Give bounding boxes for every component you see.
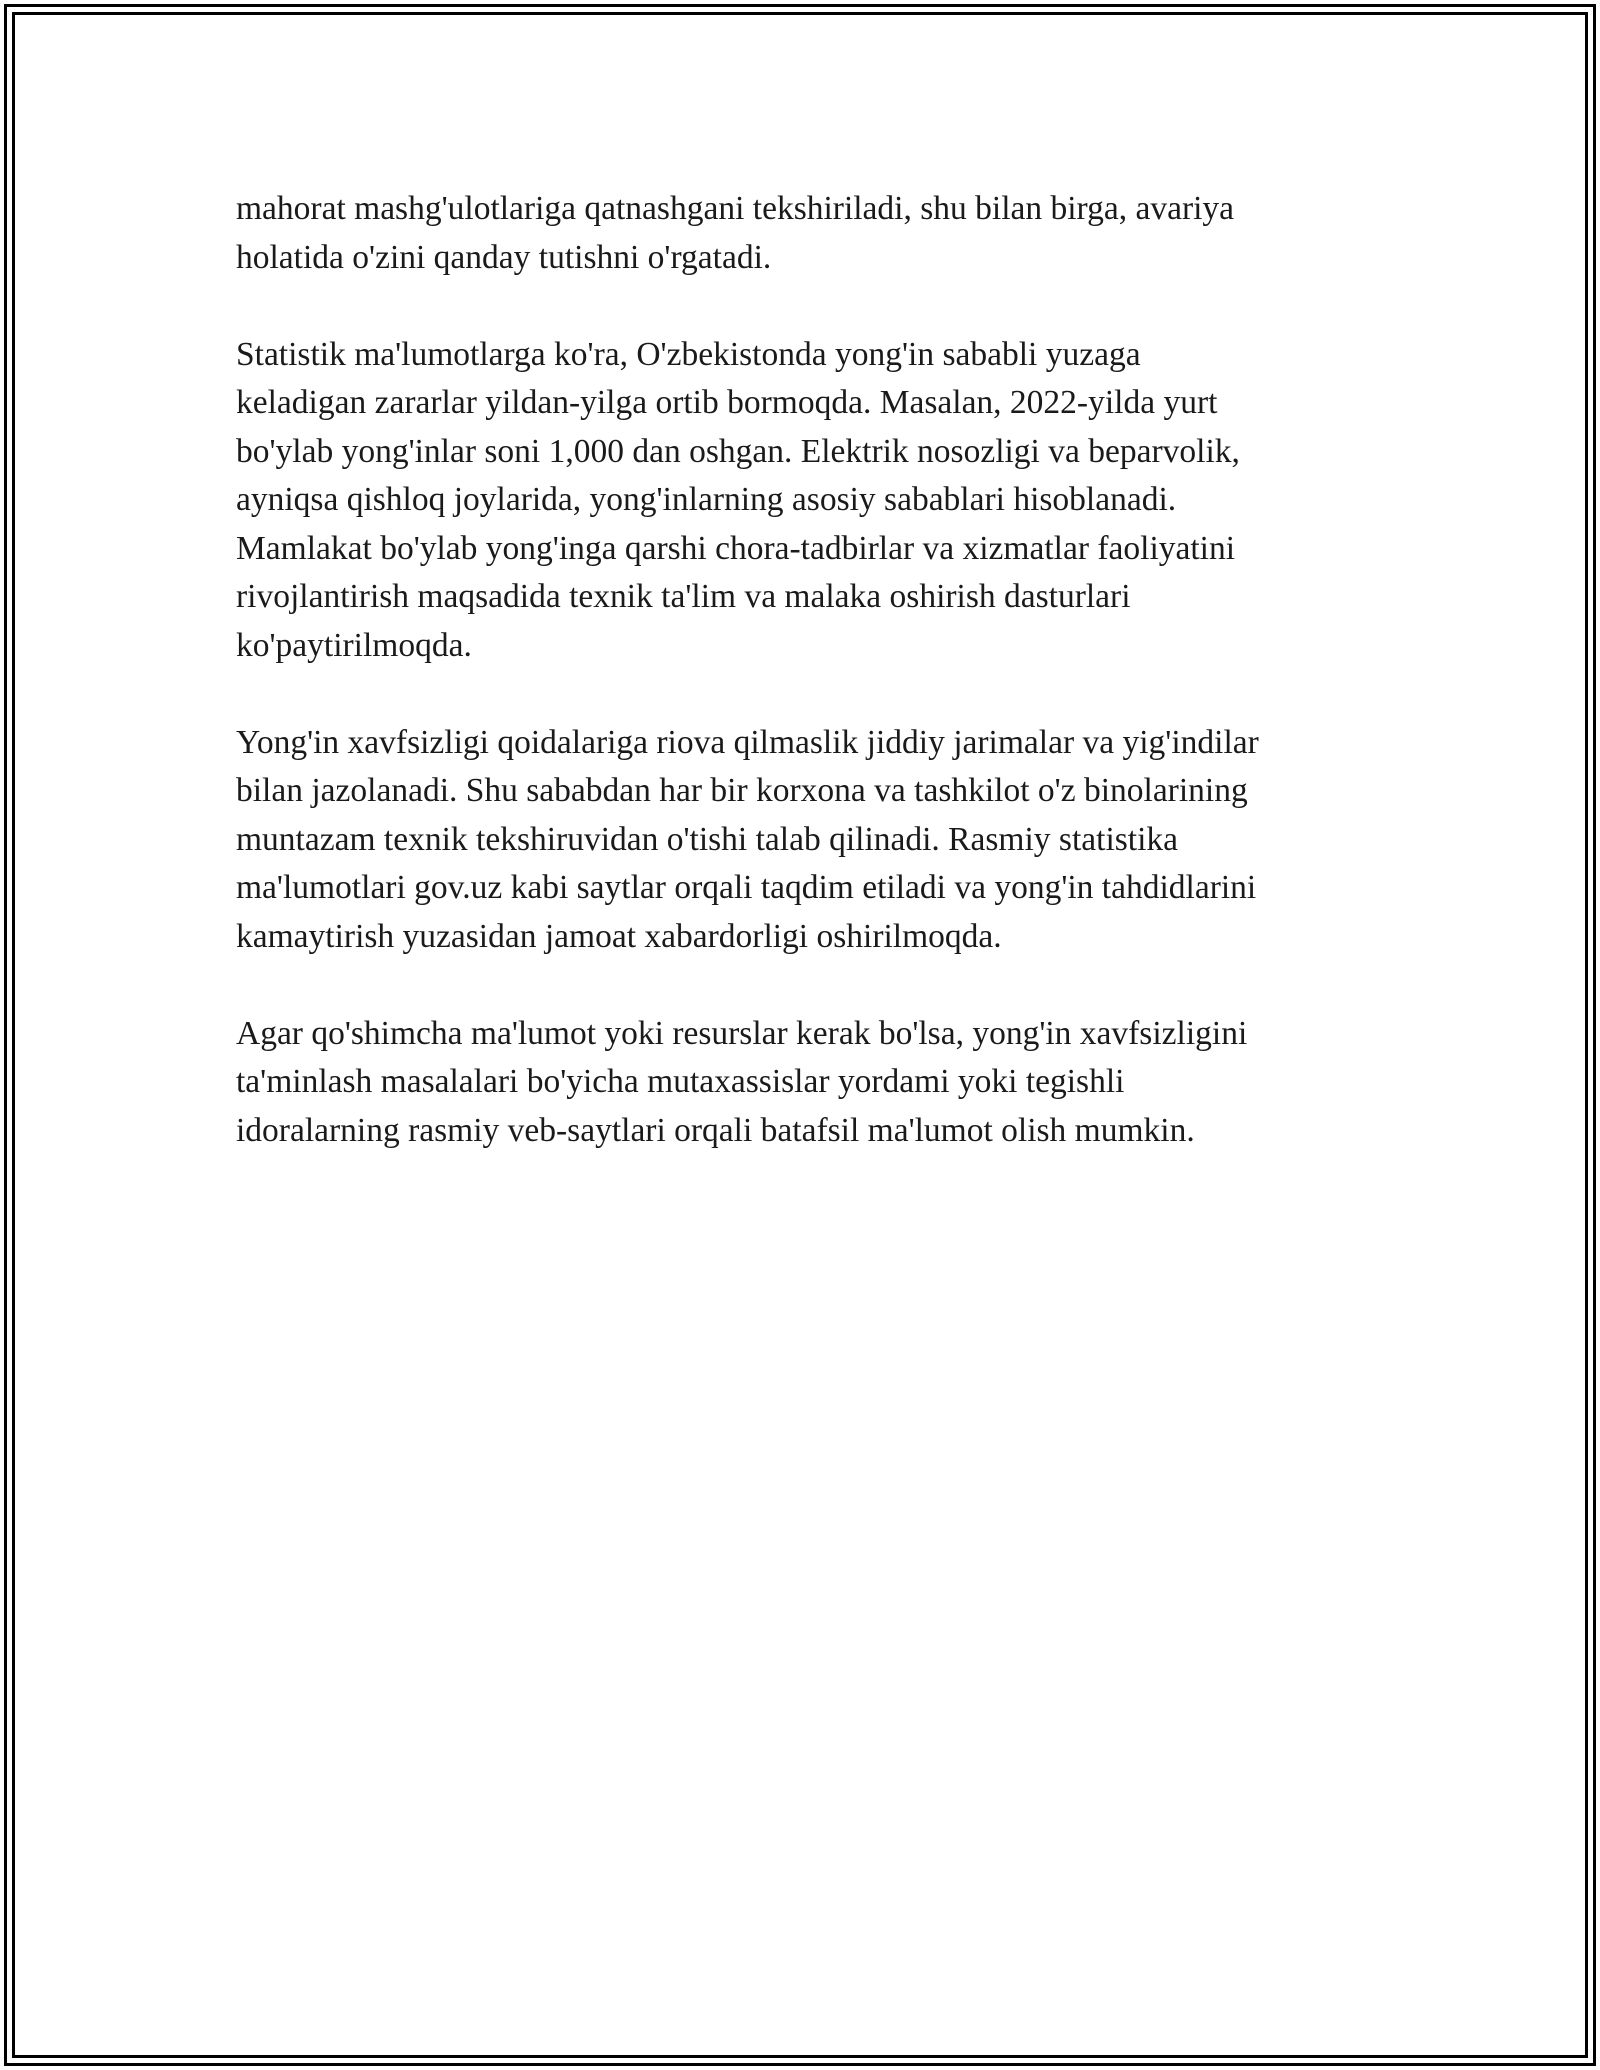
paragraph-3: Yong'in xavfsizligi qoidalariga riova qilmaslik jiddiy jarimalar va yig'indilar bilan jazolanadi. Shu sababdan har bir korxona va tashkilot o'z binolarining muntazam texnik tekshiruvidan o'tishi talab qilinadi. Rasmiy statistika ma'lumotlari gov.uz kabi saytlar orqali taqdim etiladi va yong'in tahdidlarini kamaytirish yuzasidan jamoat xabardorligi oshirilmoqda. — [236, 723, 1259, 955]
document-body — [236, 185, 1376, 1204]
paragraph-2: Statistik ma'lumotlarga ko'ra, O'zbekistonda yong'in sababli yuzaga keladigan zararlar yildan-yilga ortib bormoqda. Masalan, 2022-yilda yurt bo'ylab yong'inlar soni 1,000 dan oshgan. Elektrik nosozligi va beparvolik, ayniqsa qishloq joylarida, yong'inlarning asosiy sabablari hisoblanadi. Mamlakat bo'ylab yong'inga qarshi chora-tadbirlar va xizmatlar faoliyatini rivojlantirish maqsadida texnik ta'lim va malaka oshirish dasturlari ko'paytirilmoqda. — [236, 335, 1240, 664]
paragraph-4: Agar qo'shimcha ma'lumot yoki resurslar kerak bo'lsa, yong'in xavfsizligini ta'minlash masalalari bo'yicha mutaxassislar yordami yoki tegishli idoralarning rasmiy veb-saytlari orqali batafsil ma'lumot olish mumkin. — [236, 1014, 1248, 1149]
paragraph-1: mahorat mashg'ulotlariga qatnashgani tekshiriladi, shu bilan birga, avariya holatida o'zini qanday tutishni o'rgatadi. — [236, 190, 1235, 276]
